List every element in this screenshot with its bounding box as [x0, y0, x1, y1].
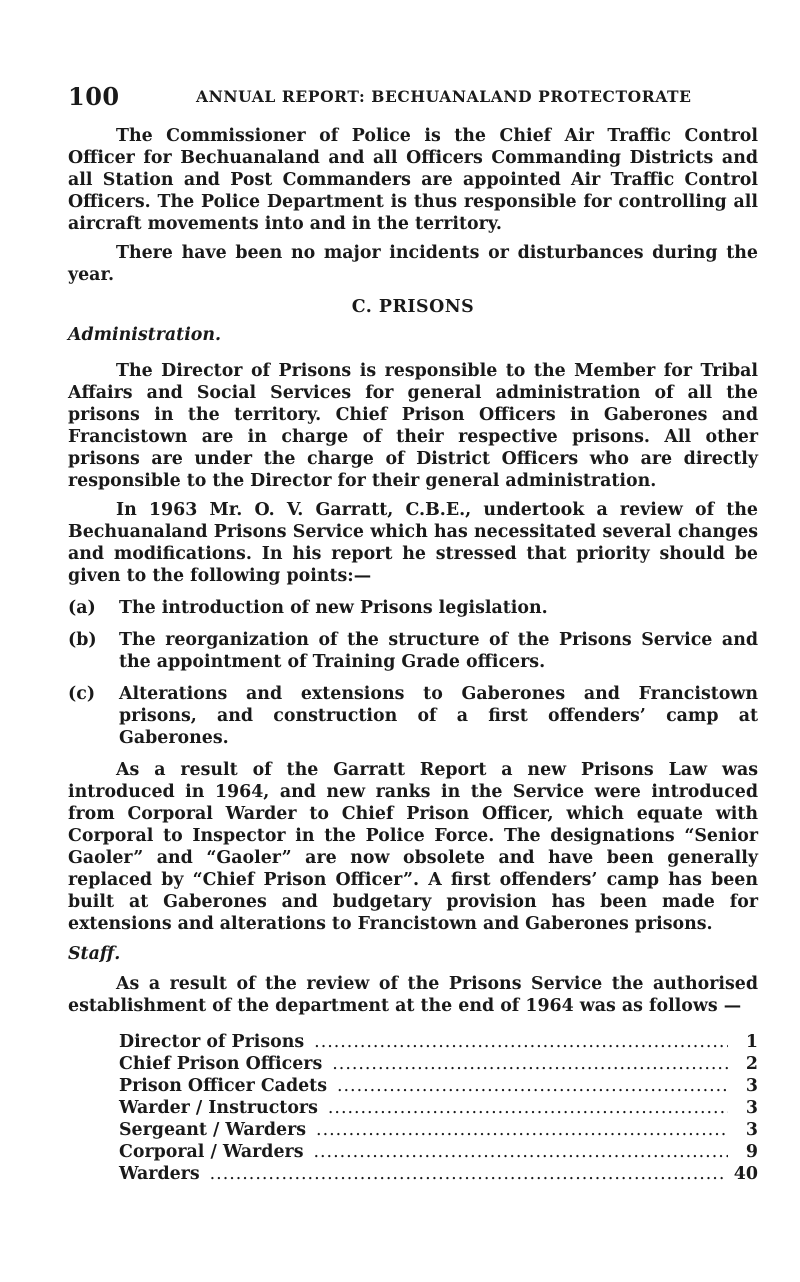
table-row	[119, 1053, 758, 1075]
list-item	[68, 597, 758, 619]
page-body	[68, 125, 758, 1185]
table-row	[119, 1141, 758, 1163]
dot-leader	[316, 1119, 728, 1141]
staff-count: 3	[745, 1098, 758, 1118]
staff-count: 9	[745, 1142, 758, 1162]
dot-leader	[314, 1141, 729, 1163]
dot-leader	[328, 1097, 728, 1119]
paragraph-garratt-review: In 1963 Mr. O. V. Garratt, C.B.E., undertook a review of the Bechuanaland Prisons Service which has necessitated several changes and modifications. In his report he stressed that priority should be given to the following points:—	[68, 500, 758, 586]
table-row	[119, 1163, 758, 1185]
dot-leader	[337, 1075, 728, 1097]
paragraph-establishment: As a result of the review of the Prisons Service the authorised establishment of the department at the end of 1964 was as follows —	[68, 974, 758, 1016]
staff-count: 1	[745, 1032, 758, 1052]
list-item	[68, 629, 758, 673]
list-item-label: (a)	[68, 598, 96, 618]
dot-leader	[332, 1053, 728, 1075]
staff-rank: Warder / Instructors	[119, 1098, 318, 1118]
paragraph-incidents: There have been no major incidents or disturbances during the year.	[68, 243, 758, 285]
staff-rank: Corporal / Warders	[119, 1142, 304, 1162]
page-number: 100	[68, 82, 120, 111]
list-item-text: The introduction of new Prisons legislation.	[119, 598, 548, 618]
list-item-label: (c)	[68, 684, 96, 704]
staff-count: 3	[745, 1076, 758, 1096]
table-row	[119, 1031, 758, 1053]
page-header	[68, 82, 758, 112]
subheading-administration: Administration.	[68, 325, 222, 345]
table-row	[119, 1075, 758, 1097]
list-item-label: (b)	[68, 630, 97, 650]
staff-rank: Warders	[119, 1164, 200, 1184]
paragraph-garratt-result: As a result of the Garratt Report a new Prisons Law was introduced in 1964, and new ranks in the Service were introduced from Corporal Warder to Chief Prison Officer, which equate with Corporal to Inspector in the Police Force. The designations “Senior Gaoler” and “Gaoler” are now obsolete and have been generally replaced by “Chief Prison Officer”. A first offenders’ camp has been built at Gaberones and budgetary provision has been made for extensions and alterations to Francistown and Gaberones prisons.	[68, 760, 758, 934]
dot-leader	[314, 1031, 728, 1053]
staff-establishment-table	[119, 1031, 758, 1185]
priority-points-list	[68, 597, 758, 749]
staff-rank: Sergeant / Warders	[119, 1120, 307, 1140]
subheading-staff: Staff.	[68, 944, 121, 964]
paragraph-director: The Director of Prisons is responsible to the Member for Tribal Affairs and Social Services for general administration of all the prisons in the territory. Chief Prison Officers in Gaberones and Francistown are in charge of their respective prisons. All other prisons are under the charge of District Officers who are directly responsible to the Director for their general administration.	[68, 361, 758, 491]
list-item	[68, 683, 758, 749]
staff-rank: Prison Officer Cadets	[119, 1076, 327, 1096]
staff-count: 40	[733, 1164, 758, 1184]
section-title: C. PRISONS	[351, 297, 475, 317]
table-row	[119, 1119, 758, 1141]
paragraph-air-traffic: The Commissioner of Police is the Chief Air Traffic Control Officer for Bechuanaland and all Officers Commanding Districts and all Station and Post Commanders are appointed Air Traffic Control Officers. The Police Department is thus responsible for controlling all aircraft movements into and in the territory.	[68, 126, 758, 234]
staff-rank: Chief Prison Officers	[119, 1054, 323, 1074]
table-row	[119, 1097, 758, 1119]
staff-rank: Director of Prisons	[119, 1032, 305, 1052]
staff-count: 2	[745, 1054, 758, 1074]
staff-count: 3	[745, 1120, 758, 1140]
running-head: ANNUAL REPORT: BECHUANALAND PROTECTORATE	[196, 87, 692, 106]
list-item-text: Alterations and extensions to Gaberones and Francistown prisons, and construction of a first offenders’ camp at Gaberones.	[119, 684, 758, 748]
dot-leader	[210, 1163, 724, 1185]
list-item-text: The reorganization of the structure of the Prisons Service and the appointment of Training Grade officers.	[119, 630, 758, 672]
